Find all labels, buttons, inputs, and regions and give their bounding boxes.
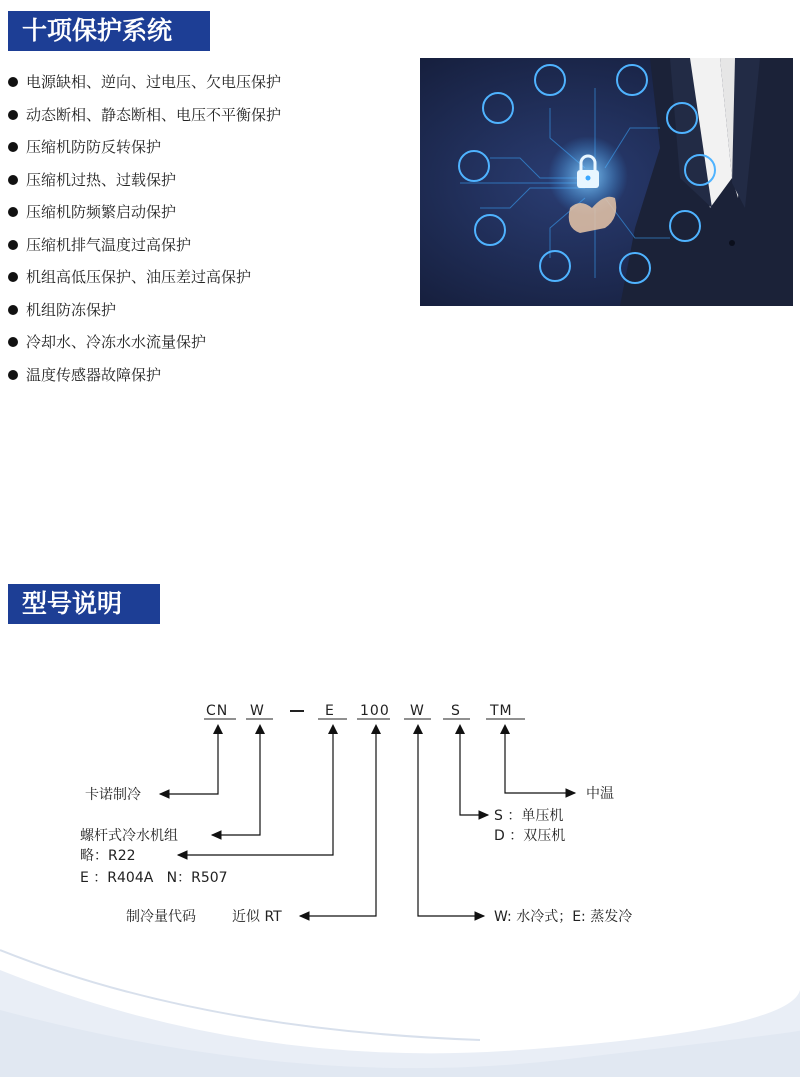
arrowhead-up xyxy=(255,724,265,734)
bullet-icon xyxy=(8,240,18,250)
label-capacity-right: 近似 RT xyxy=(232,909,282,925)
arrow-compressor xyxy=(460,734,488,815)
code-cn: CN xyxy=(206,703,229,719)
label-screw-2: 略：R22 xyxy=(80,848,136,864)
list-item: 温度传感器故障保护 xyxy=(8,363,281,396)
bullet-icon xyxy=(8,337,18,347)
list-item: 机组防冻保护 xyxy=(8,298,281,331)
code-w2: W xyxy=(410,703,425,719)
arrow-brand xyxy=(160,734,218,794)
section-title-protection xyxy=(8,11,202,51)
arrow-cooling xyxy=(418,734,484,916)
label-medium-temp: 中温 xyxy=(586,786,614,802)
list-item: 电源缺相、逆向、过电压、欠电压保护 xyxy=(8,70,281,103)
bullet-icon xyxy=(8,272,18,282)
arrowhead-up xyxy=(413,724,423,734)
code-num: 100 xyxy=(360,703,390,719)
list-item: 压缩机过热、过载保护 xyxy=(8,168,281,201)
label-screw-1: 螺杆式冷水机组 xyxy=(80,828,178,844)
arrowhead-up xyxy=(455,724,465,734)
security-photo xyxy=(420,58,793,306)
bullet-icon xyxy=(8,207,18,217)
list-item: 机组高低压保护、油压差过高保护 xyxy=(8,265,281,298)
bullet-icon xyxy=(8,175,18,185)
list-item: 压缩机防频繁启动保护 xyxy=(8,200,281,233)
code-s: S xyxy=(451,703,461,719)
protection-list xyxy=(8,70,281,395)
arrow-screw xyxy=(212,734,260,835)
arrow-capacity xyxy=(300,734,376,916)
code-w1: W xyxy=(250,703,265,719)
bullet-icon xyxy=(8,370,18,380)
title-edge xyxy=(152,584,160,624)
arrowhead-up xyxy=(213,724,223,734)
label-brand: 卡诺制冷 xyxy=(85,787,141,803)
label-refrigerants: E ：R404A N：R507 xyxy=(80,870,228,886)
bullet-icon xyxy=(8,305,18,315)
code-e: E xyxy=(325,703,335,719)
label-capacity-left: 制冷量代码 xyxy=(126,909,196,925)
label-double: D ：双压机 xyxy=(494,828,566,844)
list-item: 冷却水、冷冻水水流量保护 xyxy=(8,330,281,363)
background-wave xyxy=(0,930,800,1077)
title-edge xyxy=(202,11,210,51)
security-illustration xyxy=(420,58,793,306)
arrowhead-up xyxy=(371,724,381,734)
section-title-text: 型号说明 xyxy=(22,589,123,618)
bullet-icon xyxy=(8,142,18,152)
arrowhead-up xyxy=(500,724,510,734)
label-single: S ：单压机 xyxy=(494,808,564,824)
model-code-diagram xyxy=(0,680,800,960)
bullet-icon xyxy=(8,110,18,120)
list-item: 压缩机排气温度过高保护 xyxy=(8,233,281,266)
section-title-model xyxy=(8,584,152,624)
section-title-text: 十项保护系统 xyxy=(22,16,173,45)
list-item: 动态断相、静态断相、电压不平衡保护 xyxy=(8,103,281,136)
arrow-temp xyxy=(505,734,575,793)
bullet-icon xyxy=(8,77,18,87)
list-item: 压缩机防防反转保护 xyxy=(8,135,281,168)
code-tm: TM xyxy=(490,703,513,719)
arrowhead-up xyxy=(328,724,338,734)
label-cooling: W: 水冷式；E: 蒸发冷 xyxy=(494,909,633,925)
